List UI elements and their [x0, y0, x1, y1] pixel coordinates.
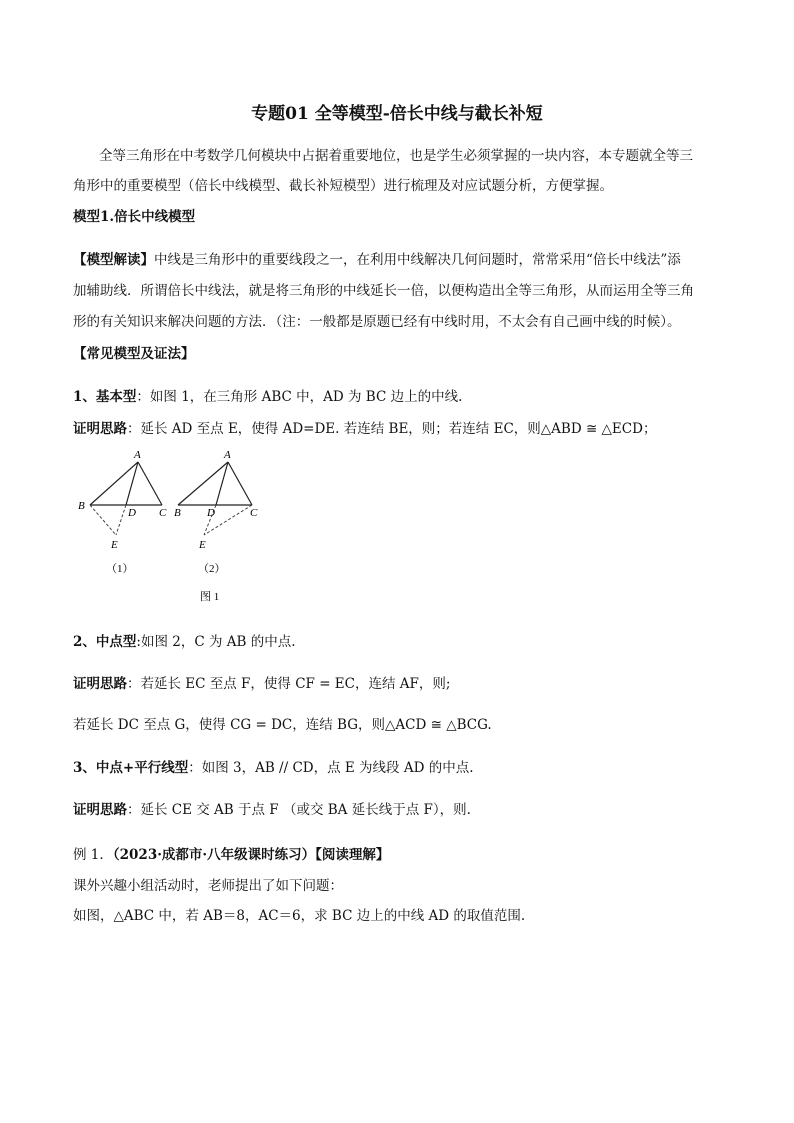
segment-ab-2	[178, 462, 228, 505]
basic-type-text: ：如图 1，在三角形 ABC 中，AD 为 BC 边上的中线.	[136, 389, 463, 405]
model-reading-line-2: 加辅助线．所谓倍长中线法，就是将三角形的中线延长一倍，以便构造出全等三角形，从而运用全等三角	[73, 283, 694, 299]
parallel-type-text: ：如图 3，AB // CD，点 E 为线段 AD 的中点.	[188, 760, 474, 776]
figure-1-sub-1: （1）	[106, 563, 134, 575]
extension-de-1	[116, 505, 126, 535]
label-e-2: E	[199, 539, 206, 551]
basic-type-label: 1、基本型	[73, 389, 137, 405]
model-reading-line-3: 形的有关知识来解决问题的方法．（注：一般都是原题已经有中线时用，不太会有自己画中线的时候）。	[73, 314, 681, 330]
segment-be-1	[90, 505, 116, 535]
label-b-1: B	[78, 500, 85, 512]
midpoint-type-label: 2、中点型	[73, 634, 137, 650]
figure-1-sub-2: （2）	[198, 563, 226, 575]
label-a-1: A	[134, 450, 141, 461]
segment-ac-2	[228, 462, 252, 505]
page-title: 专题01 全等模型-倍长中线与截长补短	[251, 104, 543, 124]
figure-1-part-2	[174, 450, 258, 575]
model-reading-text-1: 中线是三角形中的重要线段之一，在利用中线解决几何问题时，常常采用“倍长中线法”添	[154, 252, 681, 268]
parallel-proof-line	[73, 801, 471, 819]
midpoint-type-line	[73, 633, 296, 651]
figure-1-part-1	[78, 450, 167, 575]
basic-proof-line	[73, 420, 656, 438]
example-heading	[73, 846, 389, 864]
example-line-1: 课外兴趣小组活动时，老师提出了如下问题：	[73, 878, 343, 894]
intro-line-2: 角形中的重要模型（倍长中线模型、截长补短模型）进行梳理及对应试题分析，方便掌握。	[73, 178, 613, 194]
midpoint-proof-line	[73, 675, 450, 693]
model-reading-tag: 【模型解读】	[73, 252, 154, 268]
label-a-2: A	[224, 450, 231, 461]
basic-type-line	[73, 388, 462, 406]
common-models-heading: 【常见模型及证法】	[73, 346, 195, 362]
basic-proof-text: ：延长 AD 至点 E，使得 AD=DE. 若连结 BE，则；若连结 EC，则△ABD ≅ △ECD；	[127, 421, 657, 437]
label-c-1: C	[159, 507, 167, 519]
segment-ac-1	[138, 462, 162, 505]
model-reading-line-1	[73, 251, 681, 269]
figure-1-caption: 图 1	[200, 591, 220, 603]
parallel-proof-label: 证明思路	[73, 802, 127, 818]
midpoint-proof-text: ：若延长 EC 至点 F，使得 CF = EC，连结 AF，则;	[127, 676, 451, 692]
example-label-prefix: 例 1．	[73, 847, 113, 863]
midpoint-proof-label: 证明思路	[73, 676, 127, 692]
parallel-proof-text: ：延长 CE 交 AB 于点 F （或交 BA 延长线于点 F），则.	[127, 802, 471, 818]
intro-line-1: 全等三角形在中考数学几何模块中占据着重要地位，也是学生必须掌握的一块内容，本专题就全等三	[99, 148, 693, 164]
median-ad-2	[216, 462, 228, 505]
basic-proof-label: 证明思路	[73, 421, 127, 437]
example-label-source: （2023·成都市·八年级课时练习）【阅读理解】	[112, 847, 390, 863]
parallel-type-label: 3、中点+平行线型	[73, 760, 189, 776]
segment-ab-1	[90, 462, 138, 505]
parallel-type-line	[73, 759, 474, 777]
label-c-2: C	[250, 507, 258, 519]
midpoint-proof-line-2: 若延长 DC 至点 G，使得 CG = DC，连结 BG，则△ACD ≅ △BCG.	[73, 717, 492, 733]
example-line-2: 如图，△ABC 中，若 AB＝8，AC＝6，求 BC 边上的中线 AD 的取值范围.	[73, 908, 526, 924]
median-ad-1	[126, 462, 138, 505]
label-d-2: D	[207, 507, 215, 519]
model1-heading: 模型1.倍长中线模型	[73, 209, 196, 225]
figure-1	[70, 450, 270, 610]
midpoint-type-text: :如图 2，C 为 AB 的中点.	[136, 634, 296, 650]
label-d-1: D	[128, 507, 136, 519]
label-b-2: B	[174, 507, 181, 519]
label-e-1: E	[111, 539, 118, 551]
